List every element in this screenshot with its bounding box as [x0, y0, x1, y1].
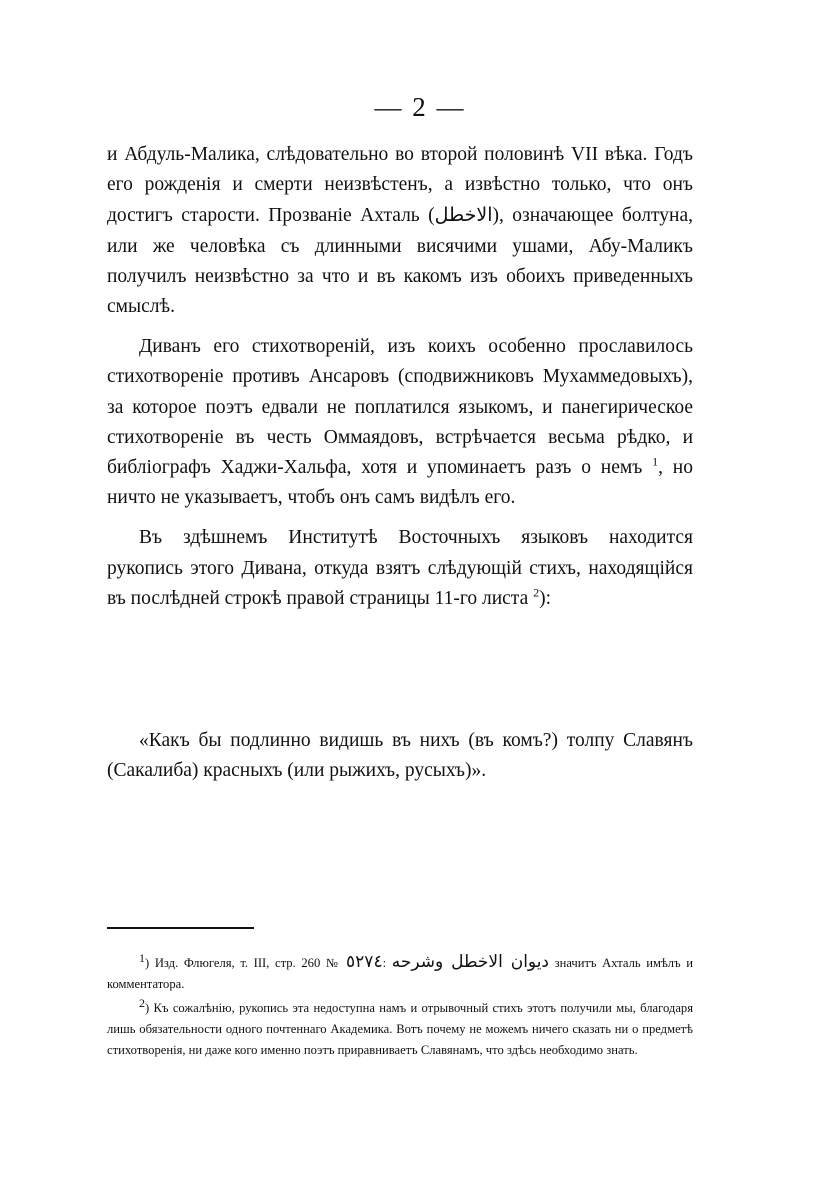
footnote-2-text: ) Къ сожалѣнію, рукопись эта недоступна намъ и отрывочный стихъ этотъ получили мы, благодаря лишь обязательности одного почтеннаго Академика. Вотъ почему не можемъ ничего сказать ни о предметѣ стихотворенія, ни даже кого именно поэтъ приравниваетъ Славянамъ, что здѣсь необходимо знать. [107, 1001, 693, 1057]
footnote-1-colon: : [382, 956, 392, 970]
footnotes [107, 952, 693, 1064]
paragraph-1-end: ), означающее болтуна, или же человѣка съ длинными висячими ушами, Абу-Маликъ получилъ неизвѣстно за что и въ какомъ изъ обоихъ приведенныхъ смыслѣ. [107, 205, 693, 318]
footnote-ref-2: 2 [533, 585, 540, 600]
paragraph-1 [107, 140, 693, 322]
footnote-separator [107, 927, 254, 929]
paragraph-3 [107, 523, 693, 614]
footnote-2-mark: 2 [139, 995, 145, 1010]
paragraph-2-text: Диванъ его стихотвореній, изъ коихъ особенно прославилось стихотвореніе противъ Ансаровъ (сподвижниковъ Мухаммедовыхъ), за которое поэтъ едвали не поплатился языкомъ, и панегирическое стихотвореніе въ честь Оммаядовъ, встрѣчается весьма рѣдко, и библіографъ Хаджи-Хальфа, хотя и упоминаетъ разъ о немъ [107, 336, 693, 479]
main-text [107, 140, 693, 796]
footnote-1 [107, 952, 693, 995]
footnote-ref-1: 1 [652, 454, 659, 469]
footnote-1-text: ) Изд. Флюгеля, т. III, стр. 260 № [145, 956, 347, 970]
footnote-2 [107, 995, 693, 1061]
footnote-1-number: ٥٢٧٤ [346, 952, 383, 972]
footnote-1-end: значитъ Ахталь имѣлъ и комментатора. [107, 956, 693, 991]
paragraph-2 [107, 332, 693, 513]
verse-blank-space [107, 624, 693, 726]
arabic-name-akhtal: الاخطل [434, 204, 493, 227]
translated-verse: «Какъ бы подлинно видишь въ нихъ (въ комъ?) толпу Славянъ (Сакалиба) красныхъ (или рыжихъ, русыхъ)». [107, 730, 693, 782]
footnote-1-mark: 1 [139, 950, 145, 965]
paragraph-3-text: Въ здѣшнемъ Институтѣ Восточныхъ языковъ находится рукопись этого Дивана, откуда взятъ слѣдующій стихъ, находящійся въ послѣдней строкѣ правой страницы 11-го листа [107, 527, 693, 609]
page-number: — 2 — [374, 92, 466, 122]
paragraph-3-end: ): [539, 587, 552, 609]
footnote-1-arabic-title: ديوان الاخطل وشرحه [391, 952, 549, 972]
paragraph-1-text: и Абдуль-Малика, слѣдовательно во второй половинѣ VII вѣка. Годъ его рожденія и смерти неизвѣстенъ, а извѣстно только, что онъ достигъ старости. Прозваніе Ахталь ( [107, 144, 693, 227]
paragraph-2-end: , но ничто не указываетъ, чтобъ онъ самъ видѣлъ его. [107, 457, 693, 509]
